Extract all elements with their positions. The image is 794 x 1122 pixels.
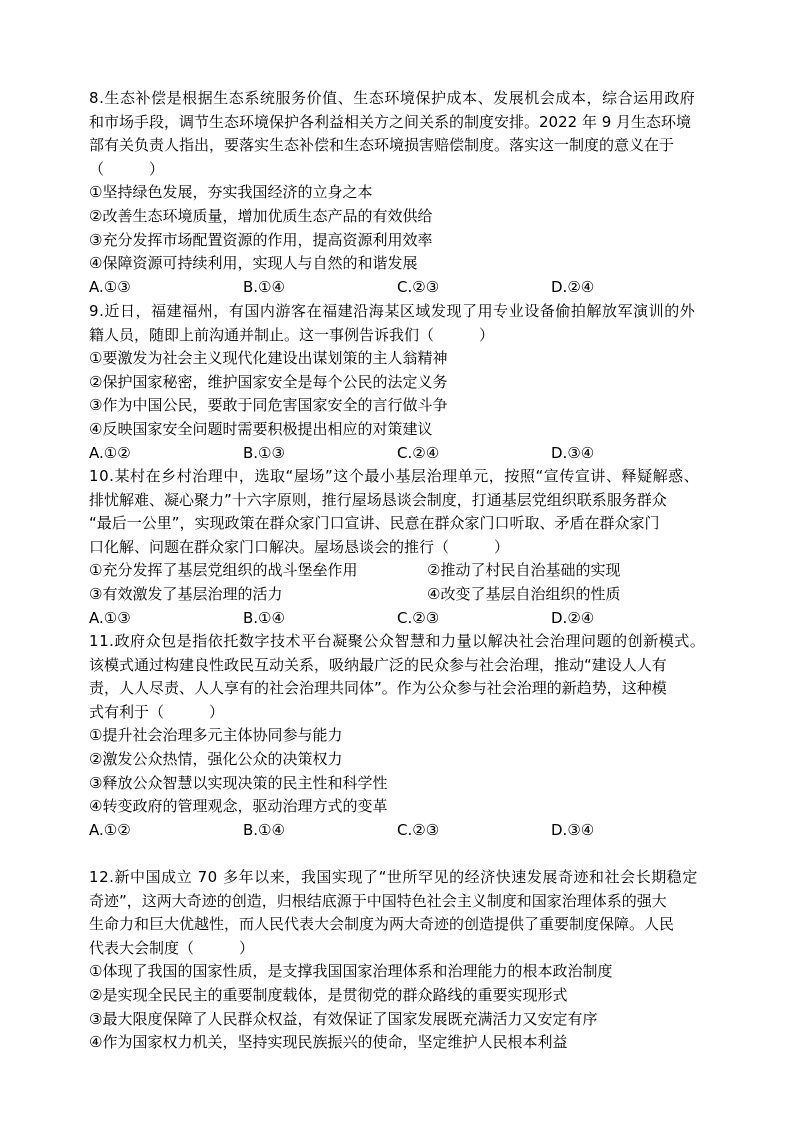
statement: ③释放公众智慧以实现决策的民主性和科学性 (89, 773, 388, 792)
stem-line: 8.生态补偿是根据生态系统服务价值、生态环境保护成本、发展机会成本，综合运用政府 (89, 89, 696, 107)
option-d: D.②④ (551, 277, 595, 296)
question-stem (89, 87, 705, 181)
option-c: C.②③ (397, 608, 440, 627)
question-12 (89, 866, 705, 1055)
option-a: A.①② (89, 443, 131, 462)
stem-line: 11.政府众包是指依托数字技术平台凝聚公众智慧和力量以解决社会治理问题的创新模式。 (89, 632, 705, 650)
statement: ②保护国家秘密，维护国家安全是每个公民的法定义务 (89, 372, 448, 391)
option-b: B.①④ (243, 608, 285, 627)
question-11 (89, 630, 705, 842)
stem-line: 奇迹”，这两大奇迹的创造，归根结底源于中国特色社会主义制度和国家治理体系的强大 (89, 891, 667, 910)
statement: ①充分发挥了基层党组织的战斗堡垒作用 (89, 561, 358, 580)
question-stem (89, 300, 705, 347)
stem-line: 该模式通过构建良性政民互动关系，吸纳最广泛的民众参与社会治理，推动“建设人人有 (89, 655, 667, 674)
statement: ④改变了基层自治组织的性质 (427, 584, 621, 603)
stem-line: 式有利于（ ） (89, 702, 225, 721)
stem-line: 责，人人尽责、人人享有的社会治理共同体”。作为公众参与社会治理的新趋势，这种模 (89, 679, 667, 698)
statement-pair-row (89, 583, 705, 607)
options-row (89, 276, 705, 300)
option-a: A.①③ (89, 277, 131, 296)
option-c: C.②③ (397, 277, 440, 296)
statement: ①体现了我国的国家性质，是支撑我国国家治理体系和治理能力的根本政治制度 (89, 962, 613, 981)
stem-line: 代表大会制度（ ） (89, 938, 255, 957)
statement: ④转变政府的管理观念，驱动治理方式的变革 (89, 797, 388, 816)
option-b: B.①④ (243, 820, 285, 839)
stem-line: 排忧解难、凝心聚力”十六字原则，推行屋场恳谈会制度，打通基层党组织联系服务群众 (89, 490, 667, 509)
stem-line: 籍人员，随即上前沟通并制止。这一事例告诉我们（ ） (89, 325, 495, 344)
statement: ①要激发为社会主义现代化建设出谋划策的主人翁精神 (89, 349, 448, 368)
option-c: C.②③ (397, 820, 440, 839)
stem-line: 口化解、问题在群众家门口解决。屋场恳谈会的推行（ ） (89, 537, 510, 556)
statement: ②激发公众热情，强化公众的决策权力 (89, 749, 343, 768)
question-stem (89, 866, 705, 960)
statement-pair-row (89, 559, 705, 583)
option-d: D.②④ (551, 608, 595, 627)
stem-line: 和市场手段，调节生态环境保护各利益相关方之间关系的制度安排。2022 年 9 月生态环境 (89, 112, 692, 131)
option-b: B.①④ (243, 277, 285, 296)
statement: ③作为中国公民，要敢于同危害国家安全的言行做斗争 (89, 396, 448, 415)
statement: ②推动了村民自治基础的实现 (427, 561, 621, 580)
options-row (89, 442, 705, 466)
stem-line: “最后一公里”，实现政策在群众家门口宣讲、民意在群众家门口听取、矛盾在群众家门 (89, 514, 660, 533)
statement: ②改善生态环境质量，增加优质生态产品的有效供给 (89, 206, 433, 225)
question-stem (89, 630, 705, 724)
question-9 (89, 300, 705, 465)
stem-line: 12.新中国成立 70 多年以来，我国实现了“世所罕见的经济快速发展奇迹和社会长期稳定 (89, 868, 698, 886)
option-d: D.③④ (551, 820, 595, 839)
options-row (89, 819, 705, 843)
stem-line: 9.近日，福建福州，有国内游客在福建沿海某区域发现了用专业设备偷拍解放军演训的外 (89, 302, 696, 320)
question-10 (89, 465, 705, 630)
answer-blank: （ ） (89, 159, 165, 178)
option-a: A.①③ (89, 608, 131, 627)
statement: ④反映国家安全问题时需要积极提出相应的对策建议 (89, 419, 433, 438)
statement: ③最大限度保障了人民群众权益，有效保证了国家发展既充满活力又安定有序 (89, 1009, 598, 1028)
stem-line: 部有关负责人指出，要落实生态补偿和生态环境损害赔偿制度。落实这一制度的意义在于 (89, 136, 675, 155)
question-stem (89, 465, 705, 559)
stem-line: 10.某村在乡村治理中，选取“屋场”这个最小基层治理单元，按照“宣传宣讲、释疑解惑、 (89, 467, 700, 485)
options-row (89, 607, 705, 631)
option-a: A.①② (89, 820, 131, 839)
option-d: D.③④ (551, 443, 595, 462)
statement: ③有效激发了基层治理的活力 (89, 584, 283, 603)
stem-line: 生命力和巨大优越性，而人民代表大会制度为两大奇迹的创造提供了重要制度保障。人民 (89, 915, 675, 934)
statement: ①坚持绿色发展，夯实我国经济的立身之本 (89, 183, 373, 202)
statement: ①提升社会治理多元主体协同参与能力 (89, 726, 343, 745)
option-c: C.②④ (397, 443, 440, 462)
statement: ④作为国家权力机关，坚持实现民族振兴的使命，坚定维护人民根本利益 (89, 1033, 568, 1052)
statement: ④保障资源可持续利用，实现人与自然的和谐发展 (89, 254, 418, 273)
statement: ②是实现全民民主的重要制度载体，是贯彻党的群众路线的重要实现形式 (89, 985, 568, 1004)
question-8 (89, 87, 705, 299)
option-b: B.①③ (243, 443, 285, 462)
statement: ③充分发挥市场配置资源的作用，提高资源利用效率 (89, 230, 433, 249)
